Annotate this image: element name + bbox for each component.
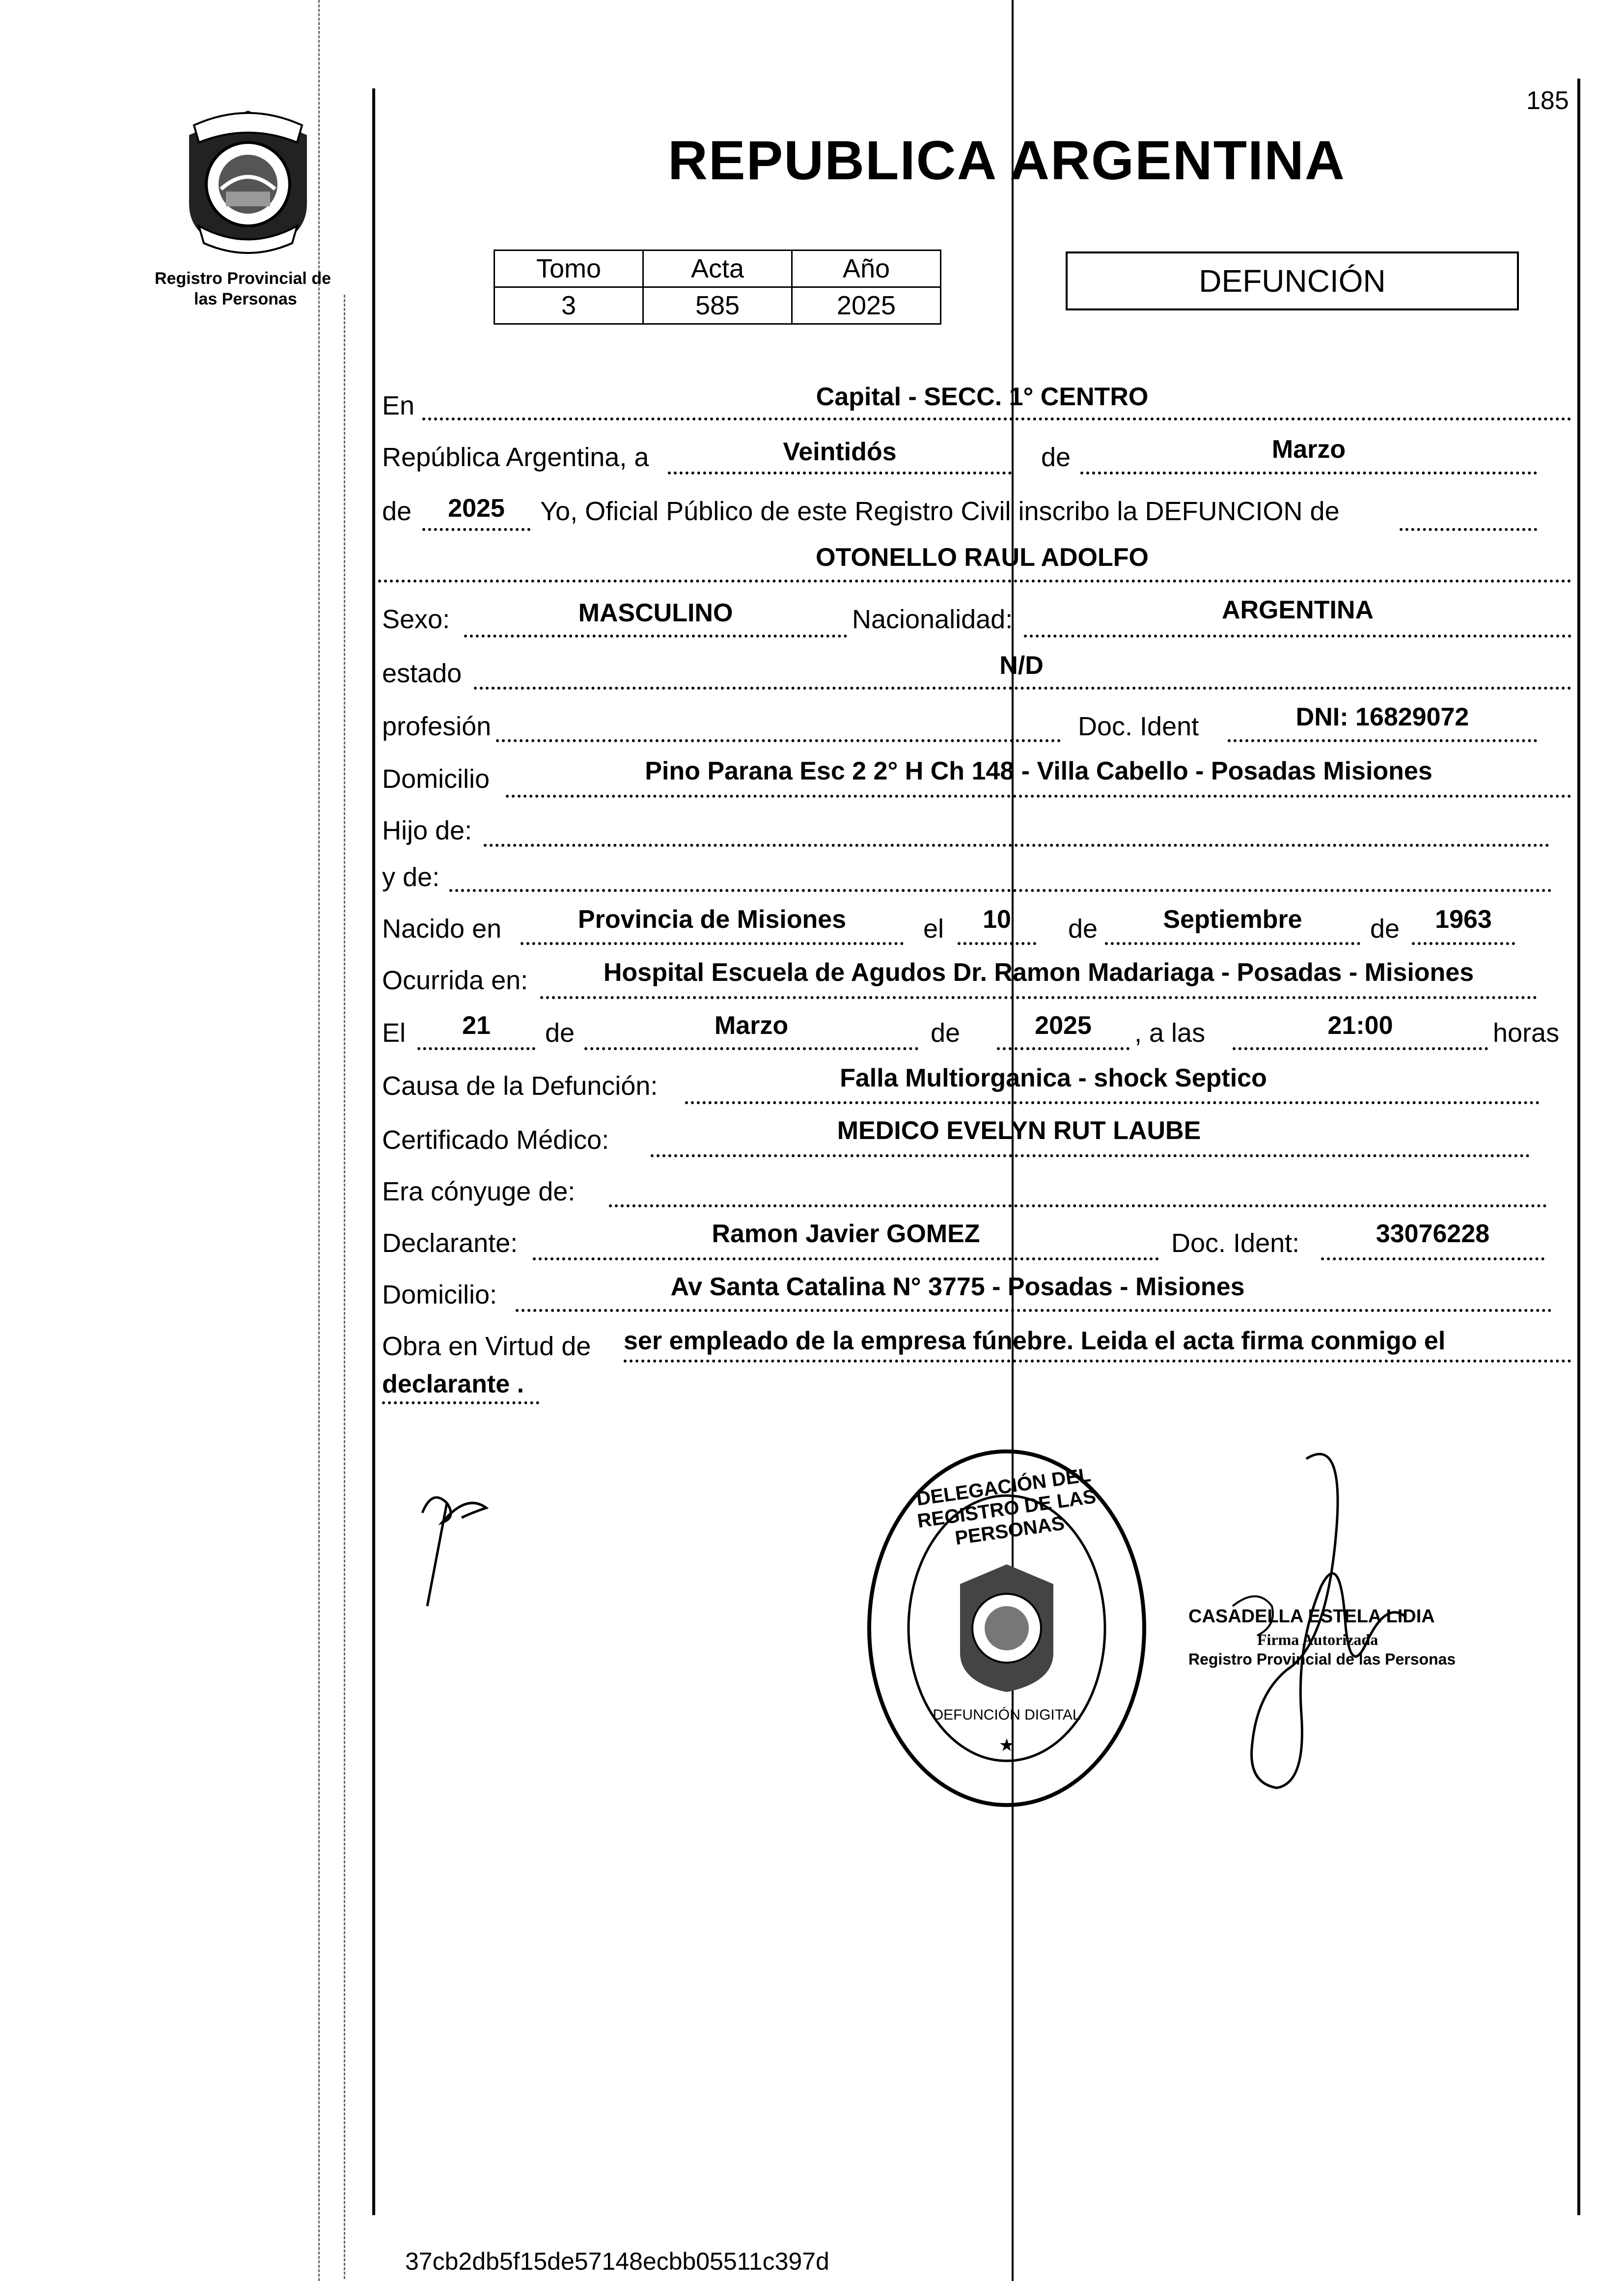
official-stamp-line2: Firma Autorizada — [1257, 1631, 1378, 1648]
signature-icon — [413, 1483, 511, 1611]
ocurrida-label: Ocurrida en: — [382, 966, 528, 995]
death-day-value: 21 — [462, 1011, 491, 1040]
record-type-box: DEFUNCIÓN — [1066, 251, 1519, 310]
y-de-dotted-line — [449, 889, 1552, 892]
record-header-acta: Acta — [643, 250, 792, 287]
certificado-dotted-line — [651, 1154, 1530, 1157]
causa-label: Causa de la Defunción: — [382, 1071, 658, 1101]
doc-ident2-value: 33076228 — [1376, 1220, 1490, 1248]
official-stamp-line1: CASADELLA ESTELA LIDIA — [1188, 1606, 1435, 1627]
ocurrida-dotted-line — [540, 996, 1537, 999]
sexo-label: Sexo: — [382, 605, 450, 634]
inscribo-text: Yo, Oficial Público de este Registro Civil inscribo la DEFUNCION de — [540, 497, 1340, 526]
death-time-value: 21:00 — [1327, 1011, 1393, 1040]
nacionalidad-dotted-line — [1024, 635, 1571, 638]
obra-value-line2: declarante . — [382, 1370, 524, 1398]
domicilio-value: Pino Parana Esc 2 2° H Ch 148 - Villa Cabello - Posadas Misiones — [645, 757, 1432, 785]
hijo-dotted-line — [484, 844, 1549, 847]
record-value-acta: 585 — [643, 287, 792, 324]
estado-label: estado — [382, 659, 462, 688]
obra-dotted-line2 — [382, 1401, 539, 1404]
y-de-label: y de: — [382, 862, 440, 892]
en-dotted-line — [422, 417, 1571, 420]
doc-ident-dotted-line — [1228, 739, 1537, 742]
death-year-value: 2025 — [1035, 1011, 1092, 1040]
a-las-label: , a las — [1134, 1018, 1206, 1048]
margin-rule-right — [1577, 79, 1580, 2215]
nacido-lugar-value: Provincia de Misiones — [578, 905, 847, 934]
registry-caption-1: Registro Provincial de — [155, 269, 331, 288]
de-label: de — [1041, 443, 1071, 472]
nacido-label: Nacido en — [382, 914, 502, 944]
el-label: el — [923, 914, 944, 944]
birth-day-value: 10 — [983, 905, 1011, 934]
estado-dotted-line — [474, 687, 1571, 690]
day-words-value: Veintidós — [783, 438, 897, 466]
nacido-lugar-dotted-line — [521, 942, 904, 945]
de2-label: de — [1370, 914, 1400, 944]
declarante-dotted-line — [533, 1257, 1159, 1260]
registry-caption-2: las Personas — [194, 290, 297, 308]
svg-text:★: ★ — [998, 1735, 1015, 1755]
conyuge-label: Era cónyuge de: — [382, 1177, 576, 1206]
emblem-icon — [179, 106, 317, 258]
record-table — [494, 250, 941, 325]
de4-label: de — [931, 1018, 961, 1048]
en-label: En — [382, 391, 415, 420]
obra-label: Obra en Virtud de — [382, 1332, 591, 1361]
domicilio-dotted-line — [506, 795, 1571, 798]
domicilio2-value: Av Santa Catalina N° 3775 - Posadas - Misiones — [670, 1273, 1245, 1301]
record-table-header-row — [495, 250, 941, 287]
nacionalidad-value: ARGENTINA — [1221, 596, 1374, 624]
estado-value: N/D — [999, 651, 1044, 680]
margin-dash-line-left — [318, 0, 320, 2281]
doc-ident2-dotted-line — [1321, 1257, 1544, 1260]
en-value: Capital - SECC. 1° CENTRO — [816, 383, 1149, 411]
record-table-value-row — [495, 287, 941, 324]
causa-dotted-line — [685, 1101, 1540, 1104]
death-year-dotted-line — [997, 1047, 1129, 1050]
official-stamp-line3: Registro Provincial de las Personas — [1188, 1650, 1456, 1668]
death-month-value: Marzo — [714, 1011, 789, 1040]
nacionalidad-label: Nacionalidad: — [852, 605, 1013, 634]
domicilio-label: Domicilio — [382, 764, 490, 794]
birth-year-value: 1963 — [1435, 905, 1492, 934]
birth-day-dotted-line — [958, 942, 1036, 945]
hijo-label: Hijo de: — [382, 816, 472, 845]
birth-year-dotted-line — [1412, 942, 1515, 945]
domicilio2-label: Domicilio: — [382, 1280, 497, 1309]
record-header-tomo: Tomo — [495, 250, 643, 287]
province-emblem — [179, 106, 317, 258]
declarant-signature — [413, 1483, 511, 1611]
obra-value-line1: ser empleado de la empresa fúnebre. Leida el acta firma conmigo el — [624, 1327, 1446, 1355]
name-dotted-line — [378, 580, 1571, 583]
month-value: Marzo — [1271, 435, 1346, 464]
profesion-label: profesión — [382, 712, 492, 741]
birth-month-dotted-line — [1105, 942, 1360, 945]
death-day-dotted-line — [417, 1047, 535, 1050]
doc-ident2-label: Doc. Ident: — [1171, 1228, 1300, 1258]
record-value-ano: 2025 — [792, 287, 941, 324]
document-hash: 37cb2db5f15de57148ecbb05511c397d — [405, 2248, 829, 2275]
birth-month-value: Septiembre — [1163, 905, 1302, 934]
declarante-value: Ramon Javier GOMEZ — [712, 1220, 980, 1248]
page-number: 185 — [1526, 86, 1569, 115]
ocurrida-value: Hospital Escuela de Agudos Dr. Ramon Madariaga - Posadas - Misiones — [603, 958, 1474, 987]
sexo-value: MASCULINO — [578, 599, 733, 627]
domicilio2-dotted-line — [516, 1309, 1552, 1312]
day-dotted-line — [668, 472, 1012, 474]
record-value-tomo: 3 — [495, 287, 643, 324]
sexo-dotted-line — [464, 635, 847, 638]
death-time-dotted-line — [1233, 1047, 1488, 1050]
de1-label: de — [1068, 914, 1098, 944]
year-prefix-label: de — [382, 497, 412, 526]
registry-seal — [862, 1446, 1152, 1820]
certificado-label: Certificado Médico: — [382, 1125, 609, 1155]
document-title: REPUBLICA ARGENTINA — [668, 130, 1346, 191]
doc-ident-value: DNI: 16829072 — [1295, 703, 1469, 731]
horas-label: horas — [1493, 1018, 1560, 1048]
republica-label: República Argentina, a — [382, 443, 649, 472]
month-dotted-line — [1080, 472, 1537, 474]
declarante-label: Declarante: — [382, 1228, 518, 1258]
el2-label: El — [382, 1018, 406, 1048]
death-month-dotted-line — [584, 1047, 918, 1050]
margin-dash-line-left2 — [344, 295, 345, 2279]
seal-outer-text: DELEGACIÓN DEL REGISTRO DE LAS PERSONAS — [915, 1464, 1098, 1549]
margin-rule-left — [372, 88, 375, 2215]
inscribo-dotted-line — [1400, 528, 1537, 531]
conyuge-dotted-line — [609, 1204, 1547, 1207]
profesion-dotted-line — [496, 739, 1061, 742]
year-dotted-line — [422, 528, 530, 531]
seal-inner-text: DEFUNCIÓN DIGITAL — [933, 1707, 1081, 1723]
deceased-name: OTONELLO RAUL ADOLFO — [816, 543, 1149, 572]
certificado-value: MEDICO EVELYN RUT LAUBE — [837, 1116, 1201, 1145]
doc-ident-label: Doc. Ident — [1078, 712, 1199, 741]
causa-value: Falla Multiorganica - shock Septico — [840, 1064, 1267, 1092]
record-header-ano: Año — [792, 250, 941, 287]
obra-dotted-line1 — [624, 1360, 1571, 1363]
de3-label: de — [545, 1018, 575, 1048]
year-value: 2025 — [448, 494, 505, 523]
